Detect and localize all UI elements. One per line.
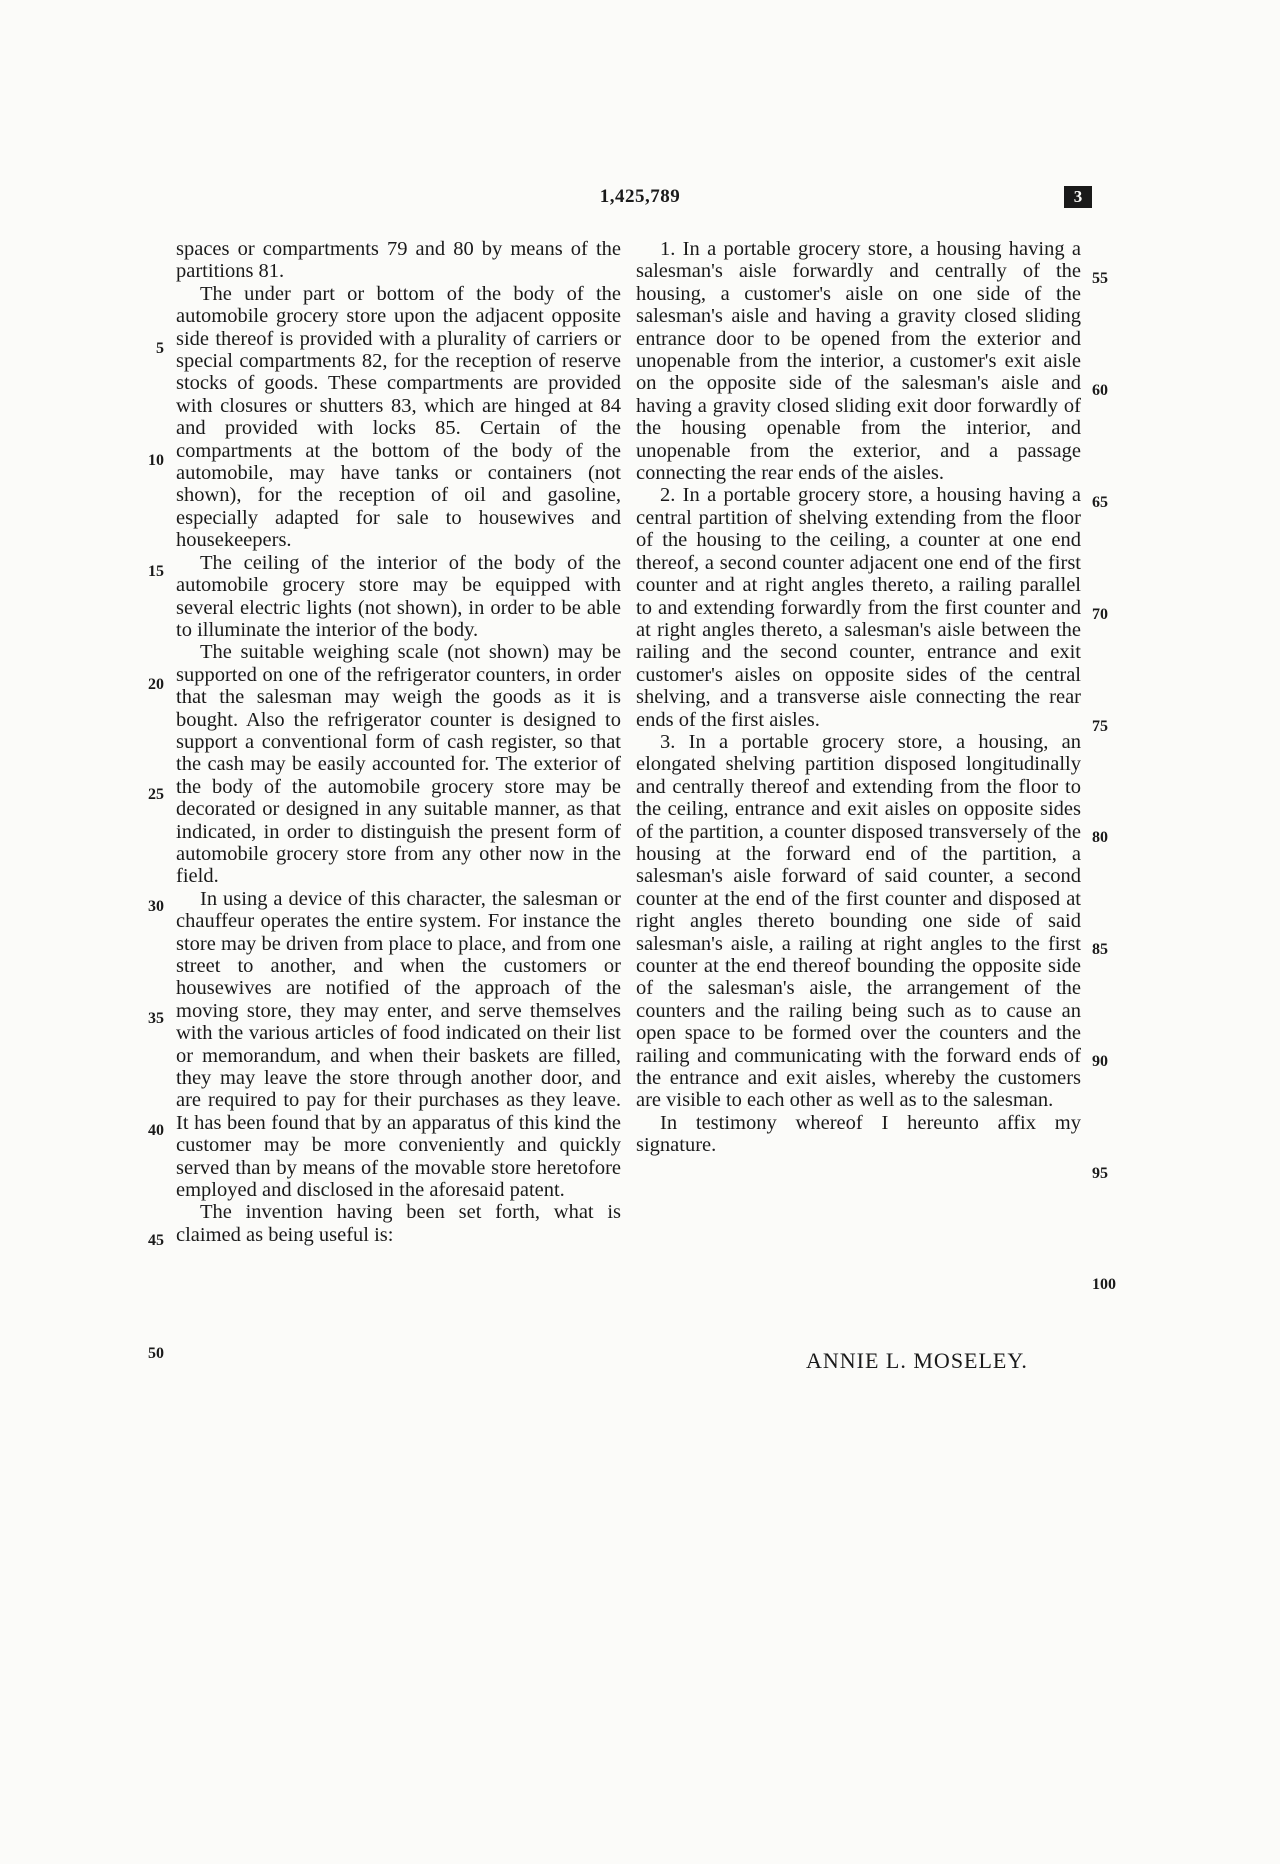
- line-number: 60: [1092, 382, 1108, 399]
- line-number: 30: [148, 898, 164, 915]
- line-number: 40: [148, 1122, 164, 1139]
- line-number: 80: [1092, 829, 1108, 846]
- page-number-badge: 3: [1064, 186, 1092, 208]
- inventor-signature: ANNIE L. MOSELEY.: [806, 1348, 1028, 1373]
- line-number: 5: [156, 340, 164, 357]
- patent-number-header: 1,425,789: [599, 186, 681, 207]
- left-paragraph-4: The suitable weighing scale (not shown) may be supported on one of the refrigerator counters, in order that the salesman may weigh the goods as it is bought. Also the refrigerator counter is designed to support a conventional form of cash register, so that the cash may be easily accounted for. The exterior of the body of the automobile grocery store may be decorated or designed in any suitable manner, as that indicated, in order to distinguish the present form of automobile grocery store from any other now in the field.: [176, 641, 621, 888]
- line-number: 10: [148, 452, 164, 469]
- claim-3: 3. In a portable grocery store, a housing, an elongated shelving partition disposed longitudinally and centrally thereof and extending from the floor to the ceiling, entrance and exit aisles on opposite sides of the partition, a counter disposed transversely of the housing at the forward end of the partition, a salesman's aisle forward of said counter, a second counter at the end of the first counter and disposed at right angles thereto bounding one side of said salesman's aisle, a railing at right angles to the first counter at the end thereof bounding the opposite side of the salesman's aisle, the arrangement of the counters and the railing being such as to cause an open space to be formed over the counters and the railing and communicating with the forward ends of the entrance and exit aisles, whereby the customers are visible to each other as well as to the salesman.: [636, 730, 1081, 1112]
- left-paragraph-1: spaces or compartments 79 and 80 by means of the partitions 81.: [176, 238, 621, 283]
- line-number: 55: [1092, 270, 1108, 287]
- line-number: 90: [1092, 1053, 1108, 1070]
- line-number: 100: [1092, 1276, 1116, 1293]
- line-number: 50: [148, 1345, 164, 1362]
- left-paragraph-3: The ceiling of the interior of the body of the automobile grocery store may be equipped with several electric lights (not shown), in order to be able to illuminate the interior of the body.: [176, 551, 621, 641]
- line-number: 35: [148, 1010, 164, 1027]
- claim-1: 1. In a portable grocery store, a housing having a salesman's aisle forwardly and centrally of the housing, a customer's aisle on one side of the salesman's aisle and having a gravity closed sliding entrance door to be opened from the exterior and unopenable from the interior, a customer's exit aisle on the opposite side of the salesman's aisle and having a gravity closed sliding exit door forwardly of the housing openable from the interior, and unopenable from the exterior, and a passage connecting the rear ends of the aisles.: [636, 238, 1081, 485]
- claim-2: 2. In a portable grocery store, a housing having a central partition of shelving extending from the floor of the housing to the ceiling, a counter at one end thereof, a second counter adjacent one end of the first counter and at right angles thereto, a railing parallel to and extending forwardly from the first counter and at right angles thereto, a salesman's aisle between the railing and the second counter, entrance and exit customer's aisles on opposite sides of the central shelving, and a transverse aisle connecting the rear ends of the first aisles.: [636, 484, 1081, 731]
- left-paragraph-2: The under part or bottom of the body of the automobile grocery store upon the adjacent opposite side thereof is provided with a plurality of carriers or special compartments 82, for the reception of reserve stocks of goods. These compartments are provided with closures or shutters 83, which are hinged at 84 and provided with locks 85. Certain of the compartments at the bottom of the body of the automobile, may have tanks or containers (not shown), for the reception of oil and gasoline, especially adapted for sale to housewives and housekeepers.: [176, 282, 621, 552]
- line-number: 95: [1092, 1165, 1108, 1182]
- left-paragraph-5: In using a device of this character, the salesman or chauffeur operates the entire system. For instance the store may be driven from place to place, and from one street to another, and when the customers or housewives are notified of the approach of the moving store, they may enter, and serve themselves with the various articles of food indicated on their list or memorandum, and when their baskets are filled, they may leave the store through another door, and are required to pay for their purchases as they leave. It has been found that by an apparatus of this kind the customer may be more conveniently and quickly served than by means of the movable store heretofore employed and disclosed in the aforesaid patent.: [176, 887, 621, 1202]
- left-text-column: [176, 238, 621, 1246]
- line-number: 20: [148, 676, 164, 693]
- testimony-statement: In testimony whereof I hereunto affix my signature.: [636, 1111, 1081, 1157]
- line-number: 45: [148, 1232, 164, 1249]
- line-number: 25: [148, 786, 164, 803]
- line-number: 75: [1092, 718, 1108, 735]
- line-number: 15: [148, 563, 164, 580]
- left-paragraph-6: The invention having been set forth, what is claimed as being useful is:: [176, 1201, 621, 1246]
- line-number: 70: [1092, 606, 1108, 623]
- line-number: 65: [1092, 494, 1108, 511]
- line-number: 85: [1092, 941, 1108, 958]
- right-text-column: [636, 238, 1081, 1157]
